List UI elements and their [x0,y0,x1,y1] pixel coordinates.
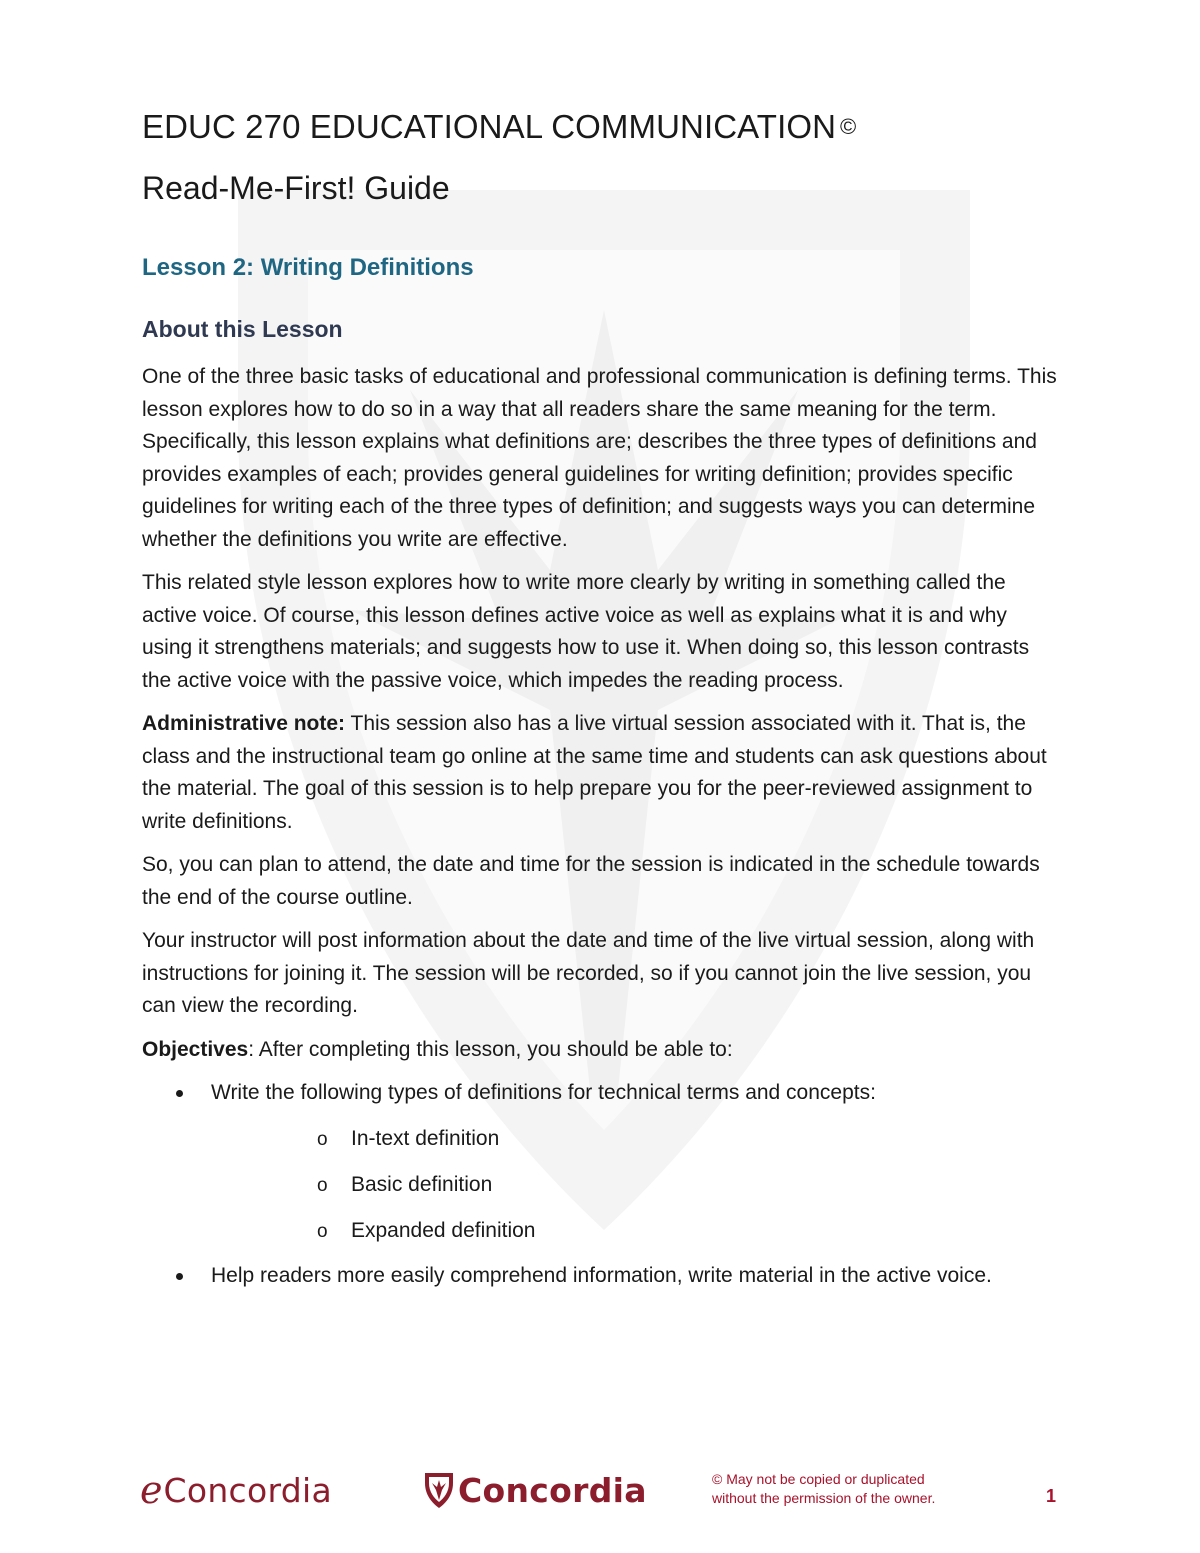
instructor-paragraph: Your instructor will post information about the date and time of the live virtual session, along with instructions for joining it. The session will be recorded, so if you cannot join the live session, you can view the recording. [142,929,1035,1017]
page-footer [0,1462,1200,1522]
schedule-paragraph: So, you can plan to attend, the date and time for the session is indicated in the schedule towards the end of the course outline. [142,853,1040,909]
list-item: o Expanded definition [211,1214,1062,1248]
copyright-mark: © [840,114,857,139]
list-item: o In-text definition [211,1122,1062,1156]
about-heading: About this Lesson [142,316,343,342]
objectives-list [142,1077,1062,1292]
list-item [142,1077,1062,1248]
page-number: 1 [1046,1486,1057,1506]
econcordia-logo-e: e [140,1468,163,1512]
objectives-label: Objectives [142,1037,249,1061]
econcordia-logo [140,1468,332,1512]
admin-note-label: Administrative note: [142,712,346,735]
list-item: o Basic definition [211,1168,1062,1202]
concordia-logo-text: Concordia [458,1470,647,1510]
lesson-body [142,361,1062,1292]
definition-types-list [211,1122,1062,1248]
concordia-logo [424,1468,647,1512]
document-subtitle: Read-Me-First! Guide [142,170,450,206]
objective-text: Write the following types of definitions for technical terms and concepts: [211,1081,876,1104]
document-title-text: EDUC 270 EDUCATIONAL COMMUNICATION [142,108,837,145]
lesson-title: Lesson 2: Writing Definitions [142,254,474,281]
intro-paragraph: One of the three basic tasks of educational and professional communication is defining terms. This lesson explores how to do so in a way that all readers share the same meaning for the term. Specifically, this lesson explains what definitions are; describes the three types of definitions and provides examples of each; provides general guidelines for writing definition; provides specific guidelines for writing each of the three types of definition; and suggests ways you can determine whether the definitions you write are effective. [142,365,1057,551]
list-item [142,1260,1062,1293]
objectives-paragraph [142,1034,1062,1067]
document-title [142,108,856,146]
style-paragraph: This related style lesson explores how to write more clearly by writing in something called the active voice. Of course, this lesson defines active voice as well as explains what it is and why using it strengthens materials; and suggests how to use it. When doing so, this lesson contrasts the active voice with the passive voice, which impedes the reading process. [142,571,1030,692]
copyright-notice [712,1470,935,1508]
admin-note-text: This session also has a live virtual session associated with it. That is, the class and the instructional team go online at the same time and students can ask questions about the material. The goal of this session is to help prepare you for the peer-reviewed assignment to write definitions. [142,712,1047,833]
concordia-crest-icon [424,1471,454,1509]
objective-text: Help readers more easily comprehend information, write material in the active voice. [211,1263,992,1287]
notice-line-1: © May not be copied or duplicated [712,1471,925,1487]
admin-note-paragraph [142,708,1062,838]
objectives-intro: : After completing this lesson, you should be able to: [248,1037,733,1061]
econcordia-logo-text: Concordia [163,1470,333,1510]
notice-line-2: without the permission of the owner. [712,1490,936,1506]
